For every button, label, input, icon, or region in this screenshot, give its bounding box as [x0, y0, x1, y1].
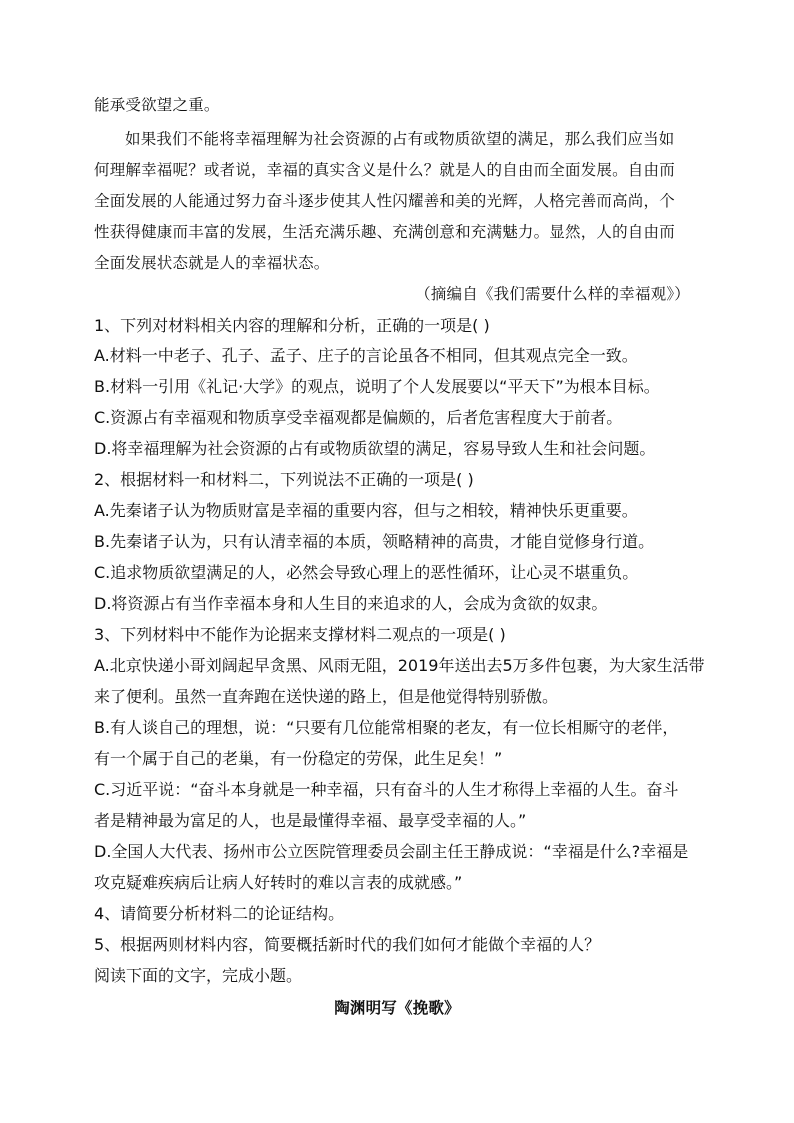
option-line: C.习近平说：“奋斗本身就是一种幸福，只有奋斗的人生才称得上幸福的人生。奋斗 [94, 780, 679, 799]
option-line: A.先秦诸子认为物质财富是幸福的重要内容，但与之相较，精神快乐更重要。 [94, 501, 638, 520]
question-3: 3、下列材料中不能作为论据来支撑材料二观点的一项是( ) [94, 625, 506, 644]
option-line: D.将幸福理解为社会资源的占有或物质欲望的满足，容易导致人生和社会问题。 [94, 439, 656, 458]
option-line: A.材料一中老子、孔子、孟子、庄子的言论虽各不相同，但其观点完全一致。 [94, 346, 638, 365]
option-line: A.北京快递小哥刘阔起早贪黑、风雨无阻，2019年送出去5万多件包裹，为大家生活带 [94, 656, 705, 675]
material-line: 能承受欲望之重。 [94, 96, 220, 114]
option-line: D.全国人大代表、扬州市公立医院管理委员会副主任王静成说：“幸福是什么?幸福是 [94, 842, 689, 861]
option-line: B.有人谈自己的理想，说：“只要有几位能常相聚的老友，有一位长相厮守的老伴， [94, 718, 679, 737]
option-line: C.追求物质欲望满足的人，必然会导致心理上的恶性循环，让心灵不堪重负。 [94, 563, 639, 582]
reading-instruction: 阅读下面的文字，完成小题。 [94, 966, 303, 985]
material-line: 全面发展状态就是人的幸福状态。 [94, 254, 330, 272]
option-line: 攻克疑难疾病后让病人好转时的难以言表的成就感。” [94, 873, 463, 892]
question-5: 5、根据两则材料内容，简要概括新时代的我们如何才能做个幸福的人？ [94, 935, 601, 954]
option-line: B.材料一引用《礼记·大学》的观点，说明了个人发展要以“平天下”为根本目标。 [94, 377, 660, 396]
question-1: 1、下列对材料相关内容的理解和分析，正确的一项是( ) [94, 316, 490, 335]
question-2: 2、根据材料一和材料二，下列说法不正确的一项是( ) [94, 470, 474, 489]
question-4: 4、请简要分析材料二的论证结构。 [94, 904, 345, 923]
material-paragraph-start: 如果我们不能将幸福理解为社会资源的占有或物质欲望的满足，那么我们应当如 [125, 130, 675, 148]
option-line: 来了便利。虽然一直奔跑在送快递的路上，但是他觉得特别骄傲。 [94, 687, 559, 706]
option-line: 有一个属于自己的老巢，有一份稳定的劳保，此生足矣！” [94, 749, 503, 768]
material-source: （摘编自《我们需要什么样的幸福观》） [415, 285, 690, 303]
material-line: 何理解幸福呢？或者说，幸福的真实含义是什么？就是人的自由而全面发展。自由而 [94, 161, 675, 179]
material-line: 全面发展的人能通过努力奋斗逐步使其人性闪耀善和美的光辉，人格完善而高尚，个 [94, 192, 675, 210]
option-line: B.先秦诸子认为，只有认清幸福的本质，领略精神的高贵，才能自觉修身行道。 [94, 532, 655, 551]
material-line: 性获得健康而丰富的发展，生活充满乐趣、充满创意和充满魅力。显然，人的自由而 [94, 223, 675, 241]
section-title: 陶渊明写《挽歌》 [334, 998, 460, 1017]
option-line: 者是精神最为富足的人，也是最懂得幸福、最享受幸福的人。” [94, 811, 527, 830]
option-line: D.将资源占有当作幸福本身和人生目的来追求的人，会成为贪欲的奴隶。 [94, 594, 608, 613]
option-line: C.资源占有幸福观和物质享受幸福观都是偏颇的，后者危害程度大于前者。 [94, 408, 623, 427]
